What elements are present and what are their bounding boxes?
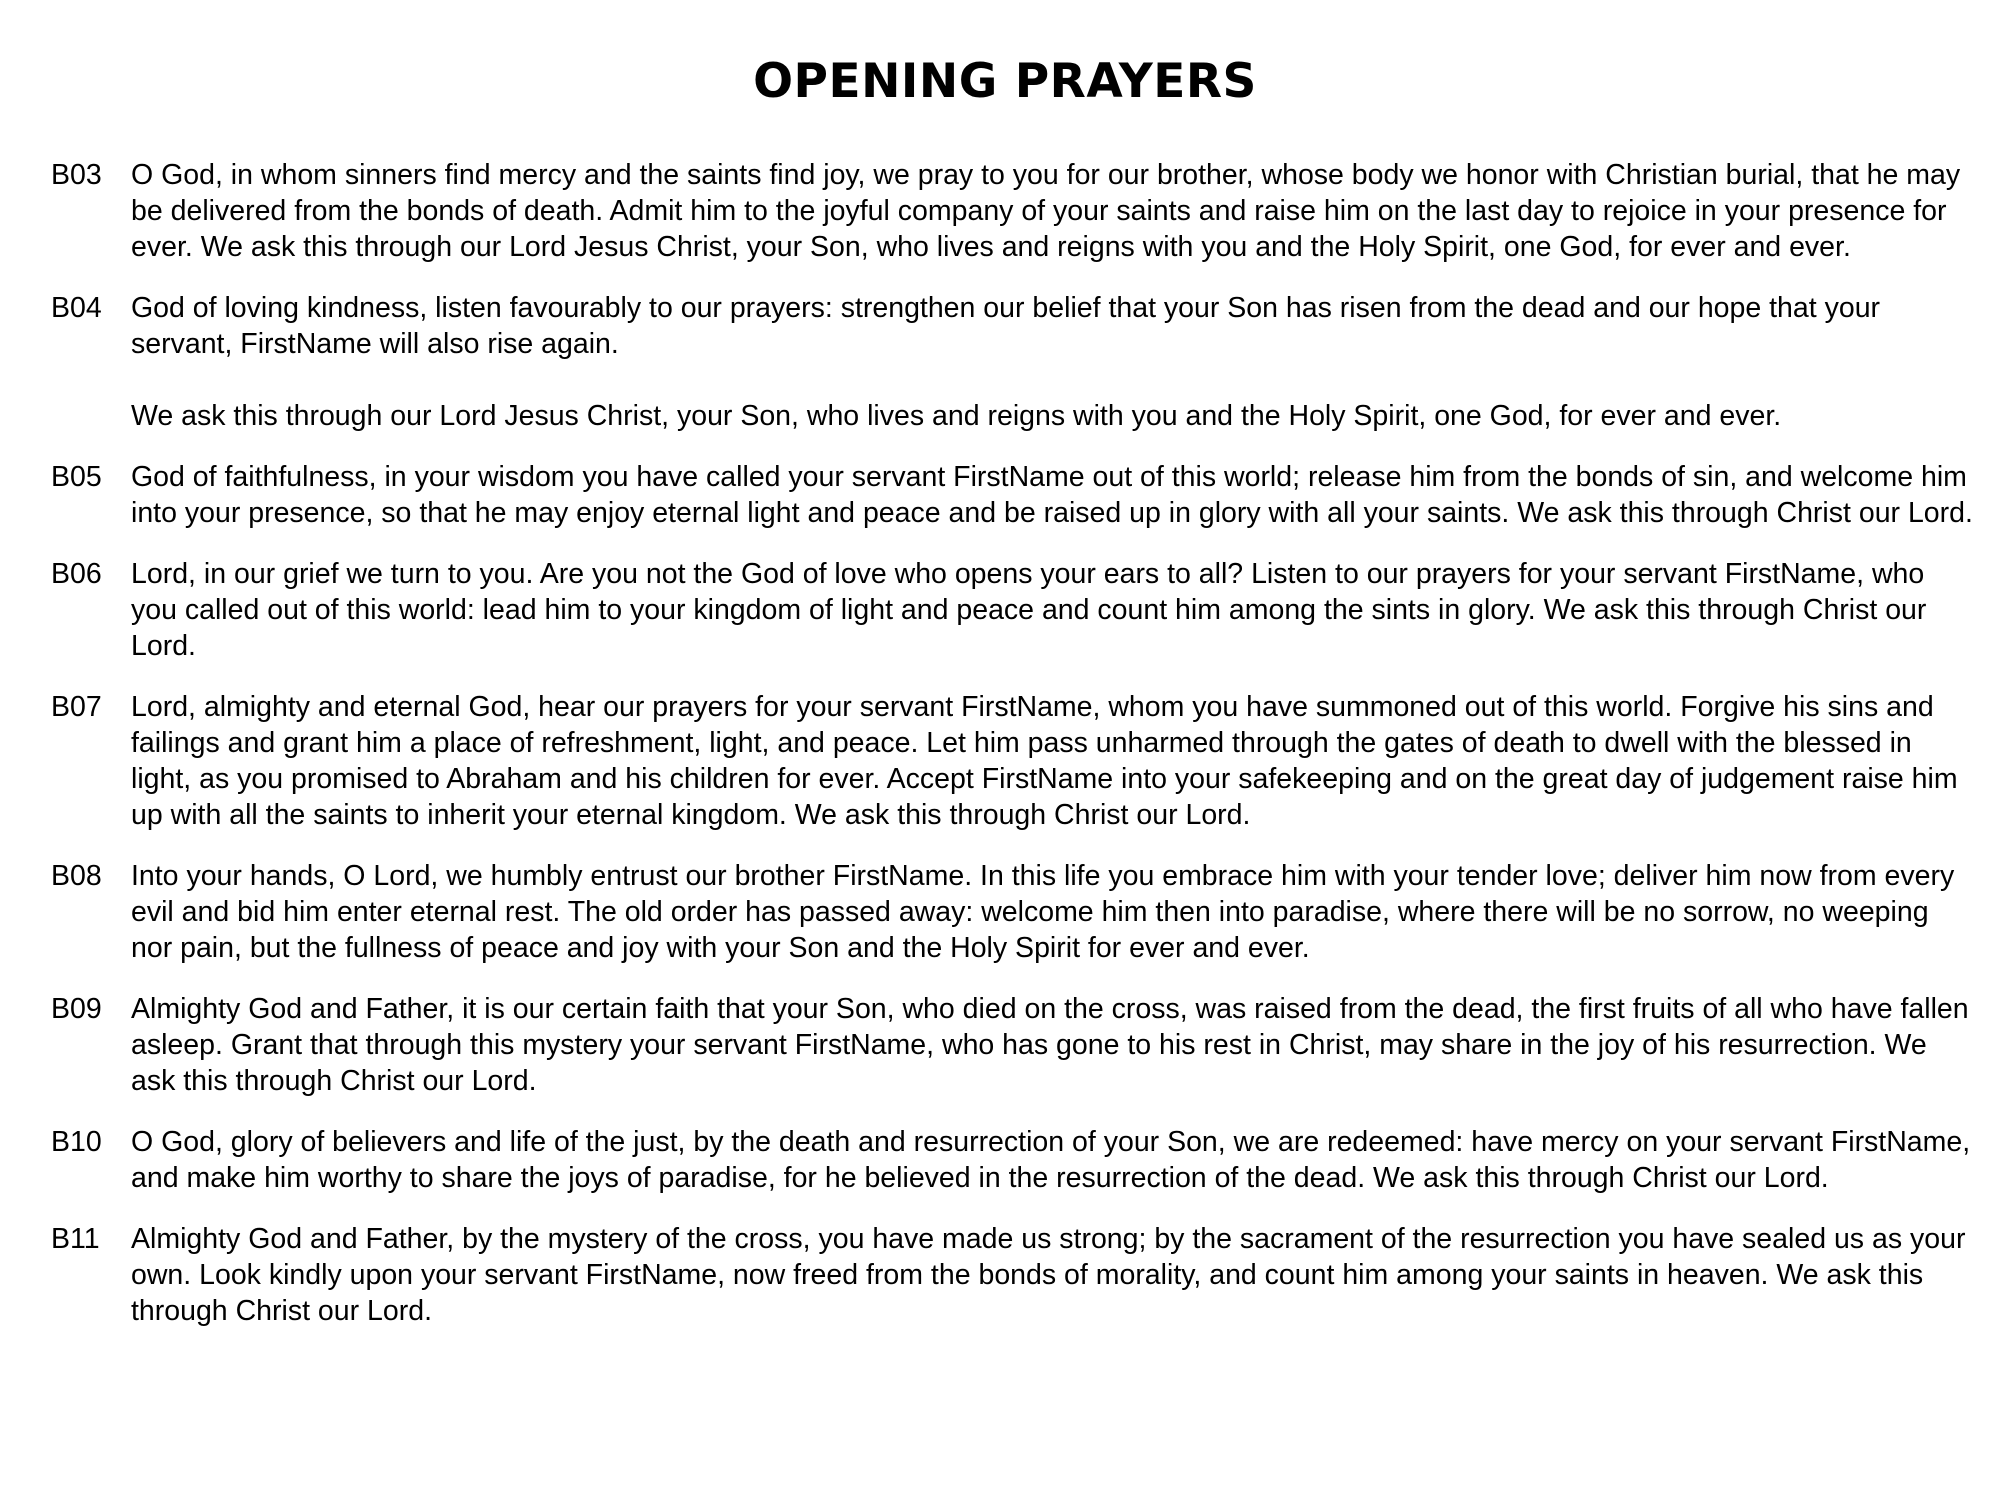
prayer-code: B05 bbox=[51, 461, 102, 493]
prayer-body bbox=[131, 1124, 1976, 1196]
prayer-text: Almighty God and Father, by the mystery of the cross, you have made us strong; by the sacrament of the resurrection you have sealed us as your own. Look kindly upon your servant FirstName, now freed from the bonds of morality, and count him among your saints in heaven. We ask this through Christ our Lord. bbox=[131, 1223, 1966, 1327]
prayer-code: B03 bbox=[51, 159, 102, 191]
prayer-list bbox=[51, 157, 1976, 1354]
prayer-b05 bbox=[51, 459, 1976, 531]
prayer-text: O God, in whom sinners find mercy and the saints find joy, we pray to you for our brother, whose body we honor with Christian burial, that he may be delivered from the bonds of death. Admit him to the joyful company of your saints and raise him on the last day to rejoice in your presence for ever. We ask this through our Lord Jesus Christ, your Son, who lives and reigns with you and the Holy Spirit, one God, for ever and ever. bbox=[131, 159, 1961, 263]
prayer-b08 bbox=[51, 858, 1976, 966]
prayer-b03 bbox=[51, 157, 1976, 265]
prayer-text: God of loving kindness, listen favourably to our prayers: strengthen our belief that your Son has risen from the dead and our hope that your servant, FirstName will also rise again. bbox=[131, 292, 1881, 360]
prayer-body bbox=[131, 991, 1976, 1099]
prayer-body bbox=[131, 157, 1976, 265]
prayer-b09 bbox=[51, 991, 1976, 1099]
prayer-text: Almighty God and Father, it is our certain faith that your Son, who died on the cross, was raised from the dead, the first fruits of all who have fallen asleep. Grant that through this mystery your servant FirstName, who has gone to his rest in Christ, may share in the joy of his resurrection. We ask this through Christ our Lord. bbox=[131, 993, 1969, 1097]
prayer-body bbox=[131, 1221, 1976, 1329]
prayer-text: God of faithfulness, in your wisdom you have called your servant FirstName out of this world; release him from the bonds of sin, and welcome him into your presence, so that he may enjoy eternal light and peace and be raised up in glory with all your saints. We ask this through Christ our Lord. bbox=[131, 461, 1973, 529]
prayer-body bbox=[131, 689, 1976, 833]
prayer-text: O God, glory of believers and life of the just, by the death and resurrection of your Son, we are redeemed: have mercy on your servant FirstName, and make him worthy to share the joys of paradise, for he believed in the resurrection of the dead. We ask this through Christ our Lord. bbox=[131, 1126, 1971, 1194]
prayer-text: Lord, in our grief we turn to you. Are you not the God of love who opens your ears to all? Listen to our prayers for your servant FirstName, who you called out of this world: lead him to your kingdom of light and peace and count him among the sints in glory. We ask this through Christ our Lord. bbox=[131, 558, 1927, 662]
prayer-text: Into your hands, O Lord, we humbly entrust our brother FirstName. In this life you embrace him with your tender love; deliver him now from every evil and bid him enter eternal rest. The old order has passed away: welcome him then into paradise, where there will be no sorrow, no weeping nor pain, but the fullness of peace and joy with your Son and the Holy Spirit for ever and ever. bbox=[131, 860, 1955, 964]
prayer-body bbox=[131, 556, 1976, 664]
prayer-b11 bbox=[51, 1221, 1976, 1329]
prayer-code: B10 bbox=[51, 1126, 102, 1158]
prayer-code: B06 bbox=[51, 558, 102, 590]
prayer-code: B07 bbox=[51, 691, 102, 723]
prayer-text: We ask this through our Lord Jesus Christ, your Son, who lives and reigns with you and the Holy Spirit, one God, for ever and ever. bbox=[131, 400, 1782, 432]
prayer-code: B04 bbox=[51, 292, 102, 324]
prayer-body bbox=[131, 858, 1976, 966]
prayer-code: B08 bbox=[51, 860, 102, 892]
prayer-b06 bbox=[51, 556, 1976, 664]
prayer-code: B09 bbox=[51, 993, 102, 1025]
page-title: OPENING PRAYERS bbox=[753, 54, 1257, 109]
prayer-b10 bbox=[51, 1124, 1976, 1196]
prayer-body bbox=[131, 290, 1976, 434]
prayer-code: B11 bbox=[51, 1223, 100, 1255]
prayer-body bbox=[131, 459, 1976, 531]
prayer-b07 bbox=[51, 689, 1976, 833]
prayer-text: Lord, almighty and eternal God, hear our prayers for your servant FirstName, whom you have summoned out of this world. Forgive his sins and failings and grant him a place of refreshment, light, and peace. Let him pass unharmed through the gates of death to dwell with the blessed in light, as you promised to Abraham and his children for ever. Accept FirstName into your safekeeping and on the great day of judgement raise him up with all the saints to inherit your eternal kingdom. We ask this through Christ our Lord. bbox=[131, 691, 1958, 831]
prayer-b04 bbox=[51, 290, 1976, 434]
